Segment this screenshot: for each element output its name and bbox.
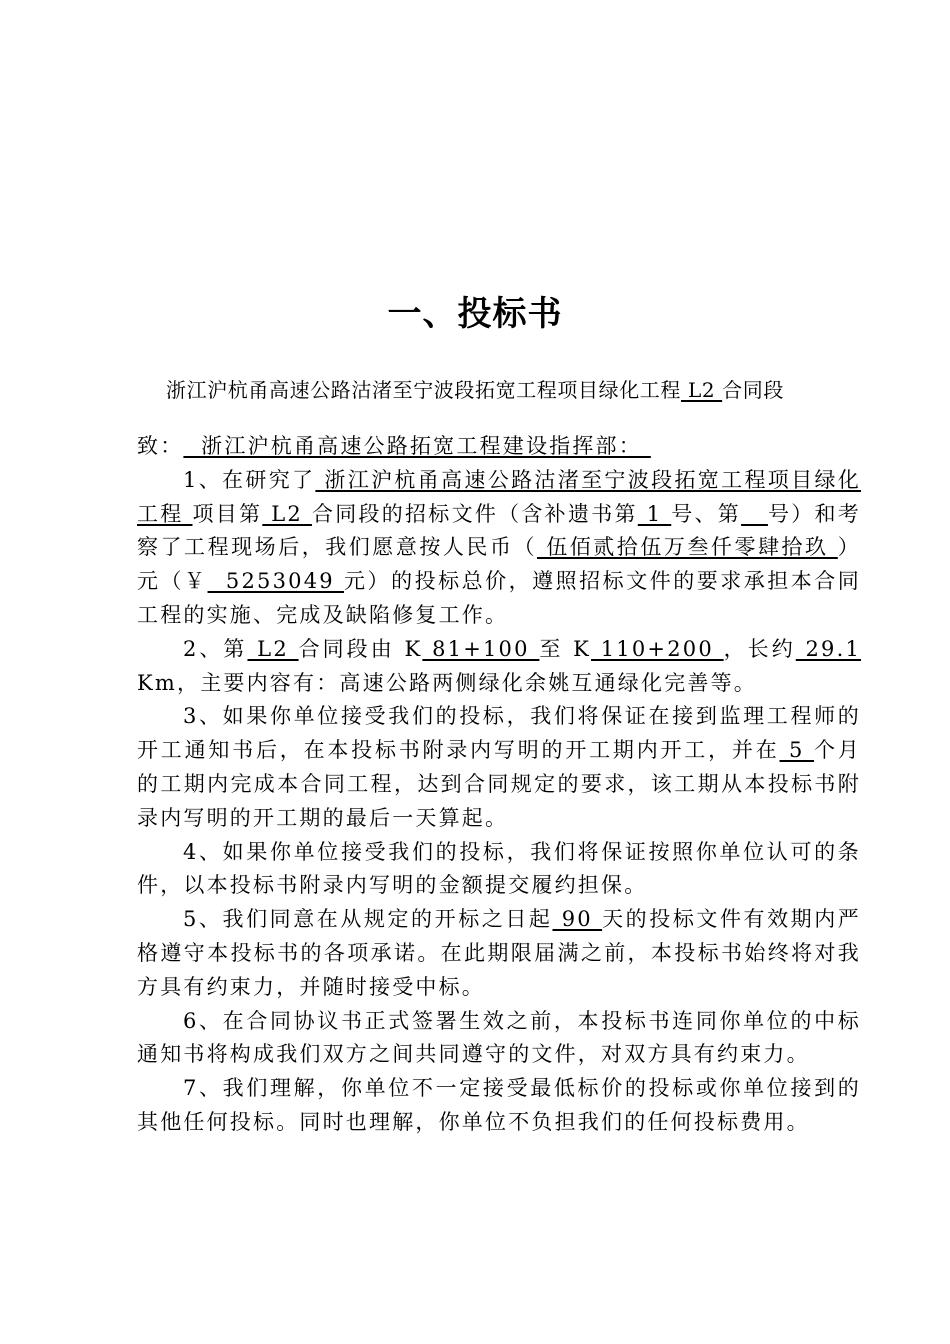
paragraph-7: 7、我们理解，你单位不一定接受最低标价的投标或你单位接到的其他任何投标。同时也理解，你单位不负担我们的任何投标费用。: [137, 1076, 861, 1134]
p1-addendum-blank: [741, 502, 768, 526]
p2-section-number: L2: [247, 636, 299, 661]
p1-text-4: 号、第: [671, 501, 742, 526]
p2-text-4: ，长约: [723, 636, 796, 661]
p5-text-2: 天的投标文件有效期内严格遵守本投标书的各项承诺。在此期限届满之前，本投标书始终将对我方具有约束力，并随时接受中标。: [137, 907, 862, 999]
paragraph-1: [137, 464, 861, 633]
p2-text-5: Km，主要内容有：高速公路两侧绿化余姚互通绿化完善等。: [137, 670, 757, 695]
p2-text-2: 合同段由 K: [298, 636, 423, 661]
document-title: 一、投标书: [387, 294, 563, 334]
p1-amount-number: 5253049: [207, 569, 345, 594]
addressee-value: 浙江沪杭甬高速公路拓宽工程建设指挥部：: [183, 434, 651, 458]
p1-section-number: L2: [262, 501, 312, 526]
paragraph-4: 4、如果你单位接受我们的投标，我们将保证按照你单位认可的条件，以本投标书附录内写明的金额提交履约担保。: [137, 839, 861, 898]
addressee-label: 致：: [137, 434, 184, 458]
paragraph-2: [137, 633, 861, 701]
paragraph-5: [137, 903, 861, 1004]
p3-text-2: 个月的工期内完成本合同工程，达到合同规定的要求，该工期从本投标书附录内写明的开工期的最后一天算起。: [137, 738, 862, 830]
p2-start-station: 81+100: [422, 636, 540, 661]
project-subtitle: [166, 374, 784, 403]
p1-addendum-number: 1: [637, 501, 672, 526]
document-body: [137, 430, 861, 1140]
p1-text-2: 项目第: [192, 501, 263, 526]
p1-text-6: ）元（￥: [137, 535, 861, 594]
p3-months: 5: [779, 738, 815, 763]
paragraph-3: [137, 700, 861, 835]
p1-text-5: 号）和考察了工程现场后，我们愿意按人民币（: [137, 501, 861, 560]
p5-text-1: 5、我们同意在从规定的开标之日起: [183, 907, 553, 932]
p1-text-1: 1、在研究了: [183, 467, 316, 492]
p1-text-7: 元）的投标总价，遵照招标文件的要求承担本合同工程的实施、完成及缺陷修复工作。: [137, 569, 861, 627]
paragraph-6: 6、在合同协议书正式签署生效之前，本投标书连同你单位的中标通知书将构成我们双方之间共同遵守的文件，对双方具有约束力。: [137, 1008, 861, 1067]
p5-days: 90: [552, 907, 603, 932]
p2-end-station: 110+200: [591, 636, 724, 661]
subtitle-suffix: 合同段: [722, 378, 784, 402]
subtitle-project-name: 浙江沪杭甬高速公路沽渚至宁波段拓宽工程项目绿化工程: [166, 378, 681, 402]
addressee-line: [137, 430, 861, 464]
p2-length: 29.1: [795, 636, 862, 661]
p1-text-3: 合同段的招标文件（含补遗书第: [311, 501, 638, 526]
p2-text-1: 2、第: [183, 636, 248, 661]
p2-text-3: 至 K: [539, 636, 592, 661]
p1-project-name: 浙江沪杭甬高速公路沽渚至宁波段拓宽工程项目绿化工程: [137, 467, 861, 526]
p1-amount-words: 伍佰贰拾伍万叁仟零肆拾玖: [537, 535, 838, 560]
subtitle-section-number: L2: [681, 378, 723, 402]
p3-text-1: 3、如果你单位接受我们的投标，我们将保证在接到监理工程师的开工通知书后，在本投标书附录内写明的开工期内开工，并在: [137, 704, 861, 763]
